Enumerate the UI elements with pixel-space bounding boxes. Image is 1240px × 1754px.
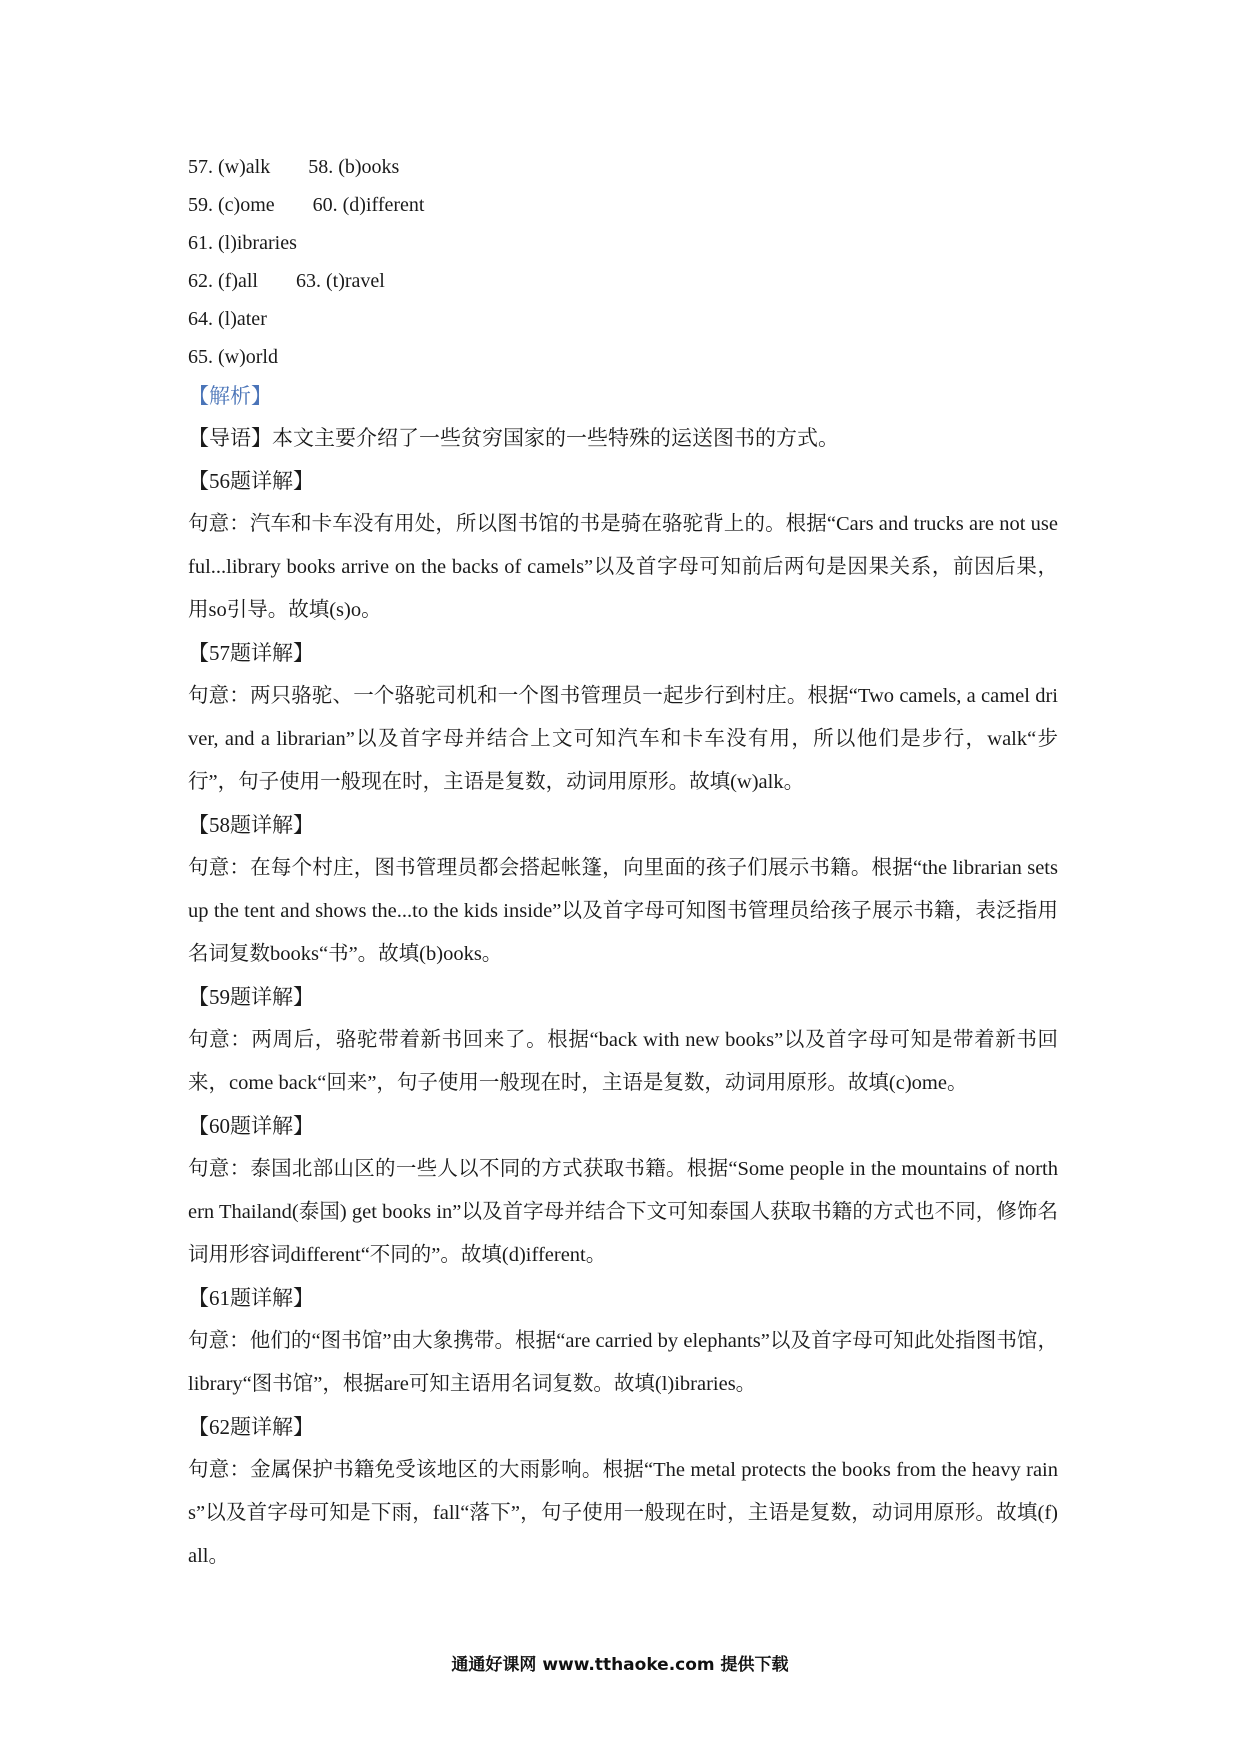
section-heading-59: 【59题详解】	[188, 985, 314, 1009]
intro-text: 【导语】本文主要介绍了一些贫穷国家的一些特殊的运送图书的方式。	[188, 426, 839, 450]
answer-line-3	[188, 224, 1058, 262]
answer-64: 64. (l)ater	[188, 308, 267, 330]
section-text-58: 句意：在每个村庄，图书管理员都会搭起帐篷，向里面的孩子们展示书籍。根据“the librarian sets up the tent and shows the...to the kids inside”以及首字母可知图书管理员给孩子展示书籍，表泛指用名词复数books“书”。故填(b)ooks。	[188, 857, 1058, 965]
section-heading-62: 【62题详解】	[188, 1415, 314, 1439]
section-text-57: 句意：两只骆驼、一个骆驼司机和一个图书管理员一起步行到村庄。根据“Two camels, a camel driver, and a librarian”以及首字母并结合上文可知汽车和卡车没有用，所以他们是步行，walk“步行”，句子使用一般现在时，主语是复数，动词用原形。故填(w)alk。	[188, 685, 1058, 793]
answer-line-5	[188, 300, 1058, 338]
answer-58: 58. (b)ooks	[308, 156, 400, 178]
section-heading-57: 【57题详解】	[188, 641, 314, 665]
answer-line-2	[188, 186, 1058, 224]
section-text-62: 句意：金属保护书籍免受该地区的大雨影响。根据“The metal protects the books from the heavy rains”以及首字母可知是下雨，fall“落下”，句子使用一般现在时，主语是复数，动词用原形。故填(f)all。	[188, 1459, 1058, 1567]
answer-content	[188, 148, 1058, 1578]
section-heading-58: 【58题详解】	[188, 813, 314, 837]
answer-62: 62. (f)all	[188, 270, 258, 292]
section-text-56: 句意：汽车和卡车没有用处，所以图书馆的书是骑在骆驼背上的。根据“Cars and trucks are not useful...library books arrive on the backs of camels”以及首字母可知前后两句是因果关系，前因后果，用so引导。故填(s)o。	[188, 513, 1058, 621]
section-heading-56: 【56题详解】	[188, 469, 314, 493]
answer-60: 60. (d)ifferent	[312, 194, 425, 216]
analysis-tag: 【解析】	[188, 384, 272, 408]
answer-57: 57. (w)alk	[188, 156, 271, 178]
section-text-60: 句意：泰国北部山区的一些人以不同的方式获取书籍。根据“Some people in the mountains of northern Thailand(泰国) get books in”以及首字母并结合下文可知泰国人获取书籍的方式也不同，修饰名词用形容词different“不同的”。故填(d)ifferent。	[188, 1158, 1058, 1266]
answer-line-1	[188, 148, 1058, 186]
section-text-59: 句意：两周后，骆驼带着新书回来了。根据“back with new books”以及首字母可知是带着新书回来，come back“回来”，句子使用一般现在时，主语是复数，动词用原形。故填(c)ome。	[188, 1029, 1058, 1094]
section-text-61: 句意：他们的“图书馆”由大象携带。根据“are carried by elephants”以及首字母可知此处指图书馆，library“图书馆”，根据are可知主语用名词复数。故填(l)ibraries。	[188, 1330, 1058, 1395]
answer-63: 63. (t)ravel	[295, 270, 385, 292]
answer-line-6	[188, 338, 1058, 376]
answer-61: 61. (l)ibraries	[188, 232, 297, 254]
page-footer: 通通好课网 www.tthaoke.com 提供下载	[451, 1655, 789, 1675]
answer-59: 59. (c)ome	[188, 194, 275, 216]
answer-line-4	[188, 262, 1058, 300]
answer-65: 65. (w)orld	[188, 346, 278, 368]
section-heading-60: 【60题详解】	[188, 1114, 314, 1138]
section-heading-61: 【61题详解】	[188, 1286, 314, 1310]
